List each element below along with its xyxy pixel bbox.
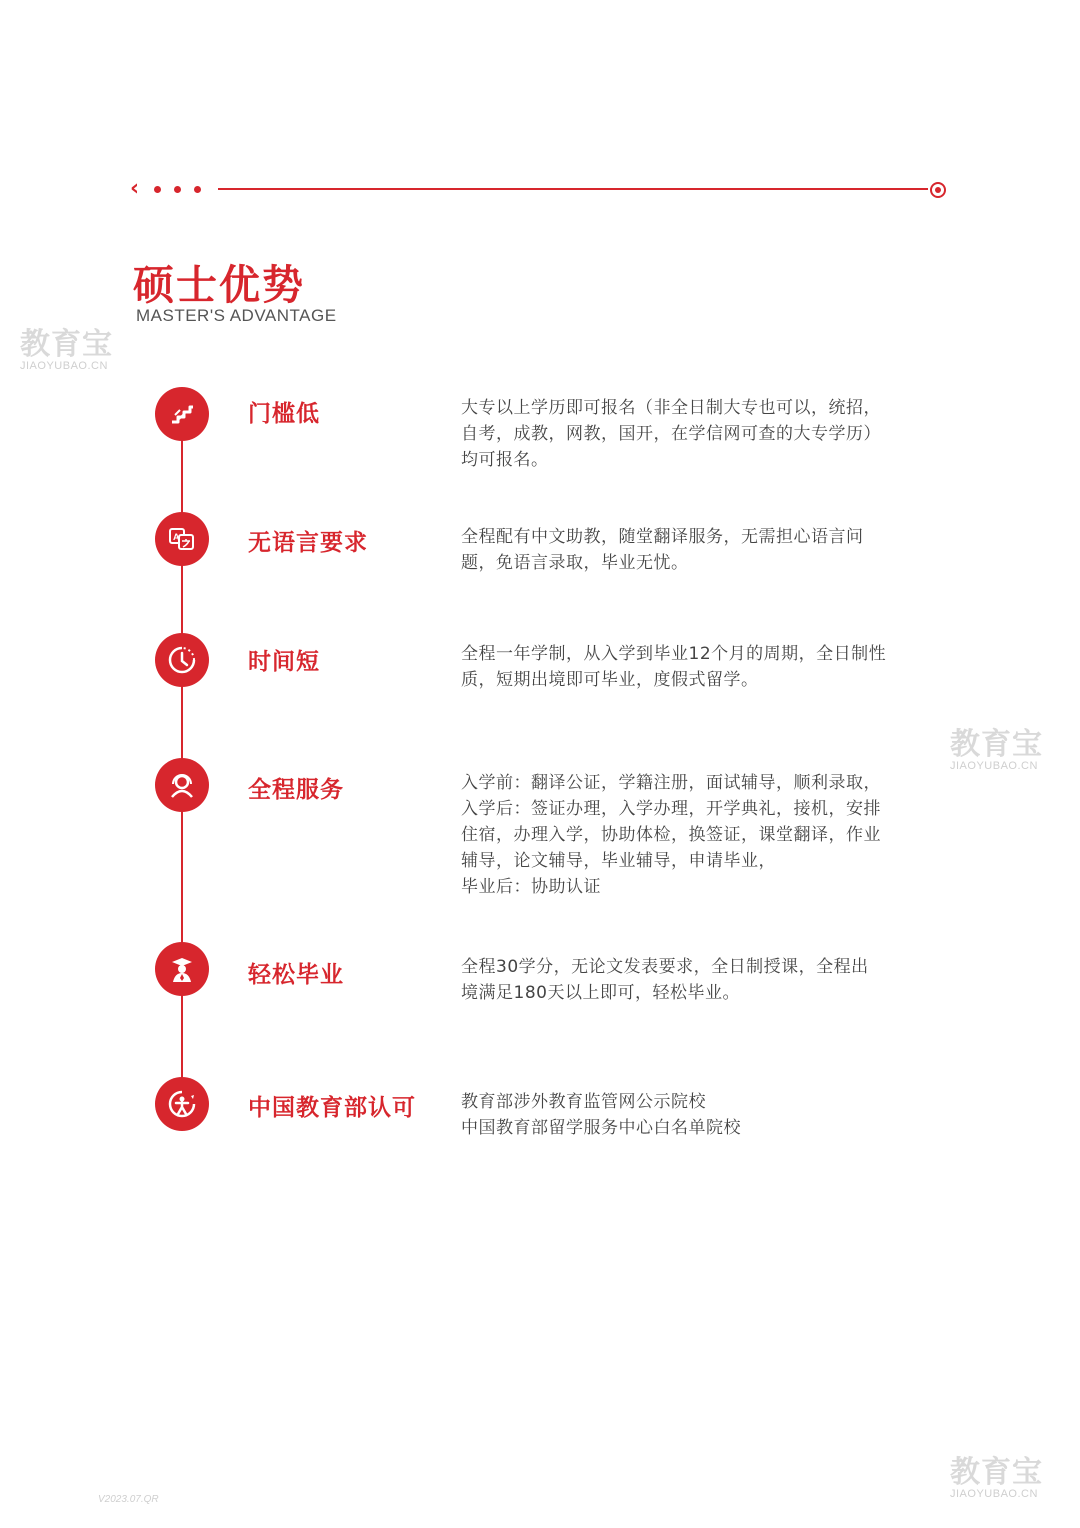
desc-line: 毕业后：协助认证 bbox=[461, 877, 601, 897]
item-description bbox=[461, 1089, 941, 1141]
desc-line: 均可报名。 bbox=[461, 450, 549, 470]
target-dot-icon bbox=[930, 182, 946, 198]
item-description bbox=[461, 770, 941, 900]
desc-line: 自考，成教，网教，国开，在学信网可查的大专学历） bbox=[461, 424, 881, 444]
stairs-icon bbox=[155, 387, 209, 441]
item-title: 门槛低 bbox=[248, 401, 320, 427]
desc-line: 教育部涉外教育监管网公示院校 bbox=[461, 1092, 706, 1112]
desc-line: 住宿，办理入学，协助体检，换签证，课堂翻译，作业 bbox=[461, 825, 881, 845]
desc-line: 入学前：翻译公证，学籍注册，面试辅导，顺利录取， bbox=[461, 773, 881, 793]
chevron-left-icon: ‹ bbox=[130, 176, 140, 201]
item-title: 轻松毕业 bbox=[248, 962, 344, 988]
watermark-domain: JIAOYUBAO.CN bbox=[950, 1488, 1038, 1500]
divider bbox=[218, 188, 928, 190]
dot-icon bbox=[154, 186, 161, 193]
item-description bbox=[461, 641, 941, 693]
support-agent-icon bbox=[155, 758, 209, 812]
desc-line: 入学后：签证办理，入学办理，开学典礼，接机，安排 bbox=[461, 799, 881, 819]
item-description bbox=[461, 524, 941, 576]
desc-line: 全程配有中文助教，随堂翻译服务，无需担心语言问 bbox=[461, 527, 864, 547]
footer-tag: V2023.07.QR bbox=[98, 1494, 159, 1505]
dot-icon bbox=[194, 186, 201, 193]
desc-line: 中国教育部留学服务中心白名单院校 bbox=[461, 1118, 741, 1138]
watermark-brand: 教育宝 bbox=[950, 1455, 1043, 1490]
watermark-domain: JIAOYUBAO.CN bbox=[950, 760, 1038, 772]
item-title: 全程服务 bbox=[248, 777, 344, 803]
item-title: 时间短 bbox=[248, 649, 320, 675]
watermark-domain: JIAOYUBAO.CN bbox=[20, 360, 108, 372]
watermark-brand: 教育宝 bbox=[20, 327, 113, 362]
desc-line: 大专以上学历即可报名（非全日制大专也可以，统招， bbox=[461, 398, 881, 418]
translate-icon bbox=[155, 512, 209, 566]
watermark bbox=[950, 1455, 1043, 1500]
desc-line: 境满足180天以上即可，轻松毕业。 bbox=[461, 983, 740, 1003]
page-title: 硕士优势 bbox=[133, 261, 305, 309]
item-title: 无语言要求 bbox=[248, 530, 368, 556]
desc-line: 全程30学分，无论文发表要求，全日制授课，全程出 bbox=[461, 957, 869, 977]
graduate-icon bbox=[155, 942, 209, 996]
watermark bbox=[20, 327, 113, 372]
desc-line: 辅导，论文辅导，毕业辅导，申请毕业， bbox=[461, 851, 776, 871]
clock-icon bbox=[155, 633, 209, 687]
certification-icon bbox=[155, 1077, 209, 1131]
item-description bbox=[461, 954, 941, 1006]
desc-line: 全程一年学制，从入学到毕业12个月的周期，全日制性 bbox=[461, 644, 887, 664]
svg-text:A: A bbox=[173, 532, 180, 542]
item-title: 中国教育部认可 bbox=[248, 1095, 416, 1121]
desc-line: 质，短期出境即可毕业，度假式留学。 bbox=[461, 670, 759, 690]
item-description bbox=[461, 395, 941, 473]
header-rule bbox=[130, 176, 950, 202]
watermark-brand: 教育宝 bbox=[950, 727, 1043, 762]
dot-icon bbox=[174, 186, 181, 193]
page-subtitle: MASTER'S ADVANTAGE bbox=[136, 306, 337, 325]
watermark bbox=[950, 727, 1043, 772]
desc-line: 题，免语言录取，毕业无忧。 bbox=[461, 553, 689, 573]
